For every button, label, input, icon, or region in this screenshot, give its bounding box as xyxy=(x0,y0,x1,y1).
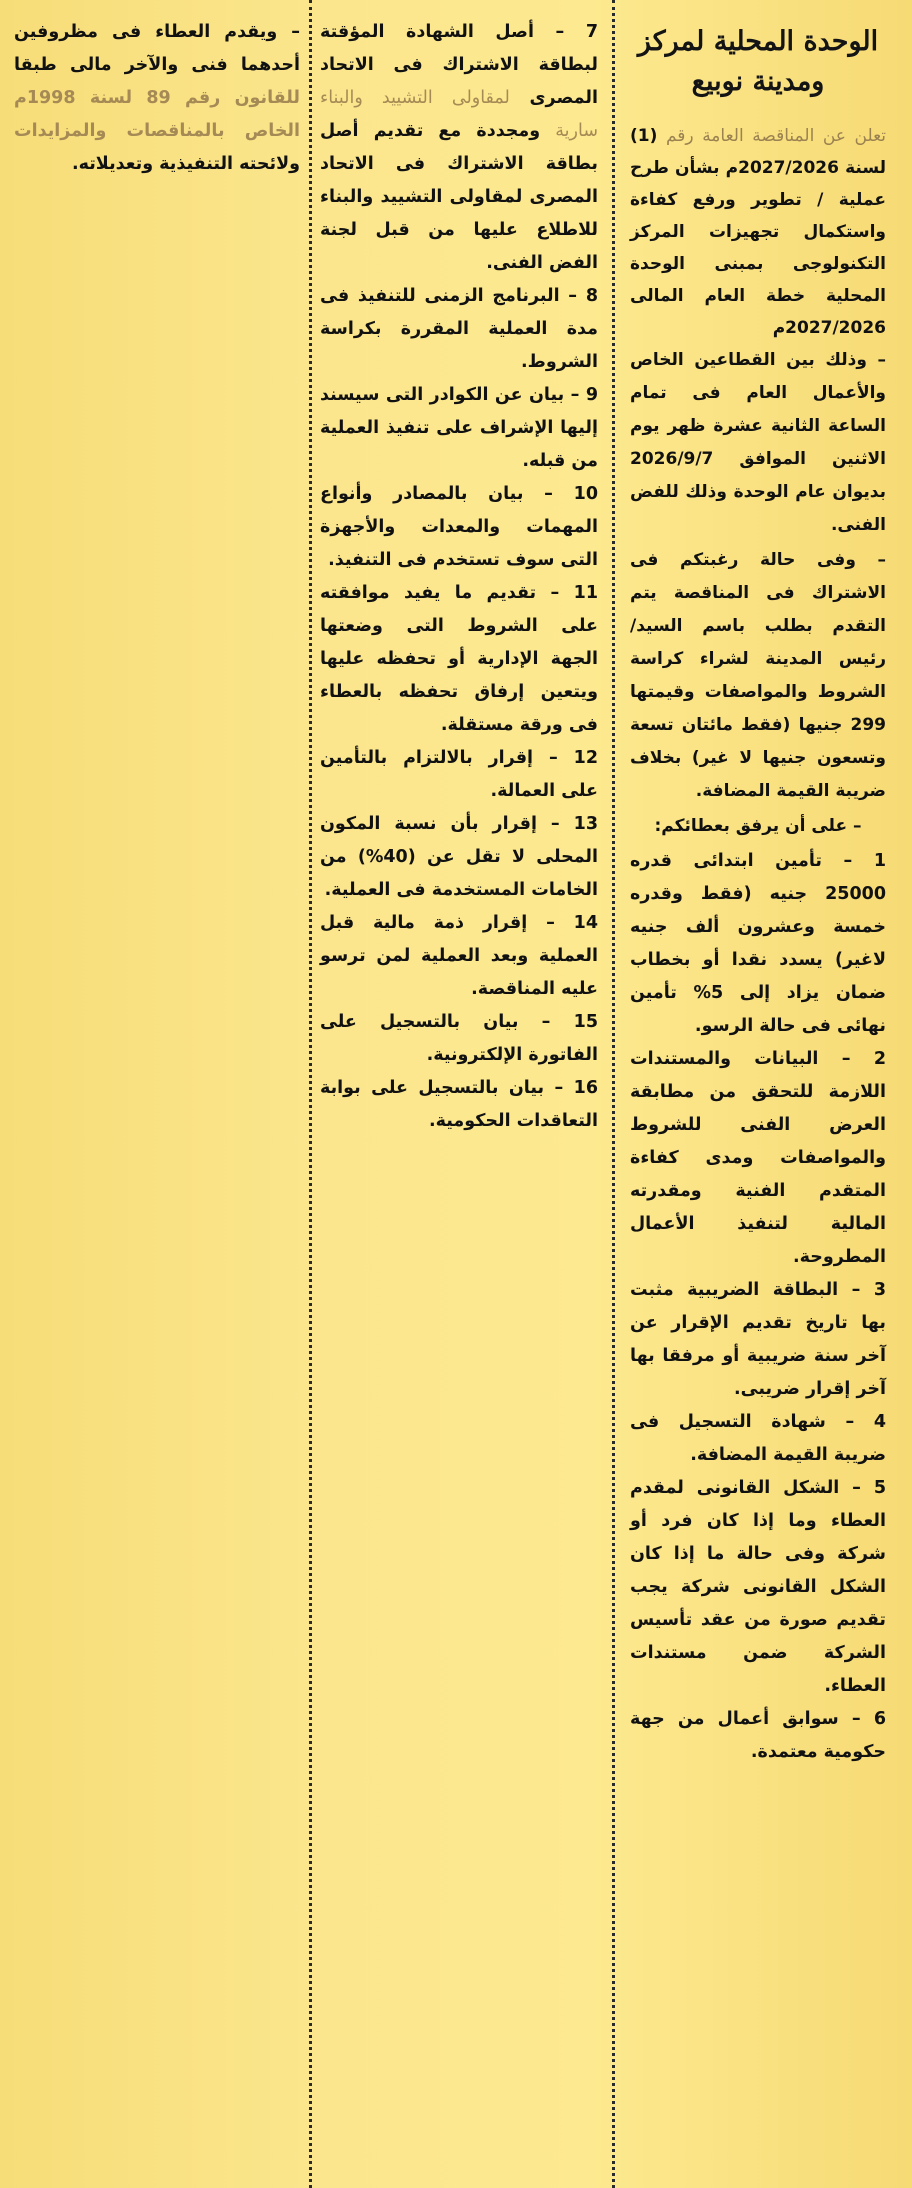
item-7-part: لمقاولى التشييد والبناء سارية xyxy=(320,88,598,141)
list-item: 15 – بيان بالتسجيل على الفاتورة الإلكترونية. xyxy=(320,1012,598,1065)
paragraph: – على أن يرفق بعطائكم: xyxy=(654,816,862,836)
list-item: 14 – إقرار ذمة مالية قبل العملية وبعد العملية لمن ترسو عليه المناقصة. xyxy=(320,913,598,999)
announcement-heading: الوحدة المحلية لمركز ومدينة نوبيع xyxy=(637,26,879,97)
list-item: 6 – سوابق أعمال من جهة حكومية معتمدة. xyxy=(630,1709,886,1762)
list-item: 12 – إقرار بالالتزام بالتأمين على العمالة. xyxy=(320,748,598,801)
list-item: 3 – البطاقة الضريبية مثبت بها تاريخ تقديم الإقرار عن آخر سنة ضريبية أو مرفقا بها آخر إقرار ضريبى. xyxy=(630,1280,886,1399)
column-right xyxy=(612,0,912,2188)
note-tail: ولائحته التنفيذية وتعديلاته. xyxy=(71,154,300,174)
list-item: 9 – بيان عن الكوادر التى سيسند إليها الإشراف على تنفيذ العملية من قبله. xyxy=(320,385,598,471)
note-lead: – ويقدم العطاء فى مظروفين أحدهما فنى والآخر مالى طبقا xyxy=(14,22,300,75)
item-7-part: 7 – أصل الشهادة المؤقتة لبطاقة الاشتراك فى الاتحاد المصرى xyxy=(320,22,598,108)
paragraph: – وذلك بين القطاعين الخاص والأعمال العام فى تمام الساعة الثانية عشرة ظهر يوم الاثنين الموافق 2026/9/7 بديوان عام الوحدة وذلك للفض الفنى. xyxy=(630,350,886,535)
column-left xyxy=(0,0,310,2188)
submission-note xyxy=(14,16,300,181)
list-item: 4 – شهادة التسجيل فى ضريبة القيمة المضافة. xyxy=(630,1412,886,1465)
column-middle xyxy=(310,0,612,2188)
law-reference: للقانون رقم 89 لسنة 1998م الخاص بالمناقصات والمزايدات xyxy=(14,88,300,141)
intro-text xyxy=(630,120,886,344)
list-item: 5 – الشكل القانونى لمقدم العطاء وما إذا كان فرد أو شركة وفى حالة ما إذا كان الشكل القانونى شركة يجب تقديم صورة من عقد تأسيس الشركة ضمن مستندات العطاء. xyxy=(630,1478,886,1696)
list-item: 16 – بيان بالتسجيل على بوابة التعاقدات الحكومية. xyxy=(320,1078,598,1131)
intro-lead: تعلن عن المناقصة العامة رقم xyxy=(665,126,887,146)
list-item: 1 – تأمين ابتدائى قدره 25000 جنيه (فقط وقدره خمسة وعشرون ألف جنيه لاغير) يسدد نقدا أو بخطاب ضمان يزاد إلى 5% تأمين نهائى فى حالة الرسو. xyxy=(630,851,887,1036)
item-7-part: ومجددة مع تقديم أصل بطاقة الاشتراك فى الاتحاد المصرى لمقاولى التشييد والبناء للاطلاع عليها من قبل لجنة الفض الفنى. xyxy=(320,121,598,273)
list-item: 10 – بيان بالمصادر وأنواع المهمات والمعدات والأجهزة التى سوف تستخدم فى التنفيذ. xyxy=(320,484,598,570)
list-item: 13 – إقرار بأن نسبة المكون المحلى لا تقل عن (40%) من الخامات المستخدمة فى العملية. xyxy=(320,814,598,900)
intro-body: (1) لسنة 2027/2026م بشأن طرح عملية / تطوير ورفع كفاءة واستكمال تجهيزات المركز التكنولوجى بمبنى الوحدة المحلية خطة العام المالى 2027/2026م xyxy=(630,126,886,338)
list-item: 8 – البرنامج الزمنى للتنفيذ فى مدة العملية المقررة بكراسة الشروط. xyxy=(320,286,598,372)
paragraph: – وفى حالة رغبتكم فى الاشتراك فى المناقصة يتم التقدم بطلب باسم السيد/ رئيس المدينة لشراء كراسة الشروط والمواصفات وقيمتها 299 جنيها (فقط مائتان تسعة وتسعون جنيها لا غير) بخلاف ضريبة القيمة المضافة. xyxy=(630,550,886,801)
list-item: 2 – البيانات والمستندات اللازمة للتحقق من مطابقة العرض الفنى للشروط والمواصفات ومدى كفاءة المتقدم الفنية ومقدرته المالية لتنفيذ الأعمال المطروحة. xyxy=(630,1049,886,1267)
list-item: 11 – تقديم ما يفيد موافقته على الشروط التى وضعتها الجهة الإدارية أو تحفظه عليها ويتعين إرفاق تحفظه بالعطاء فى ورقة مستقلة. xyxy=(320,583,598,735)
list-item-7 xyxy=(320,16,598,280)
